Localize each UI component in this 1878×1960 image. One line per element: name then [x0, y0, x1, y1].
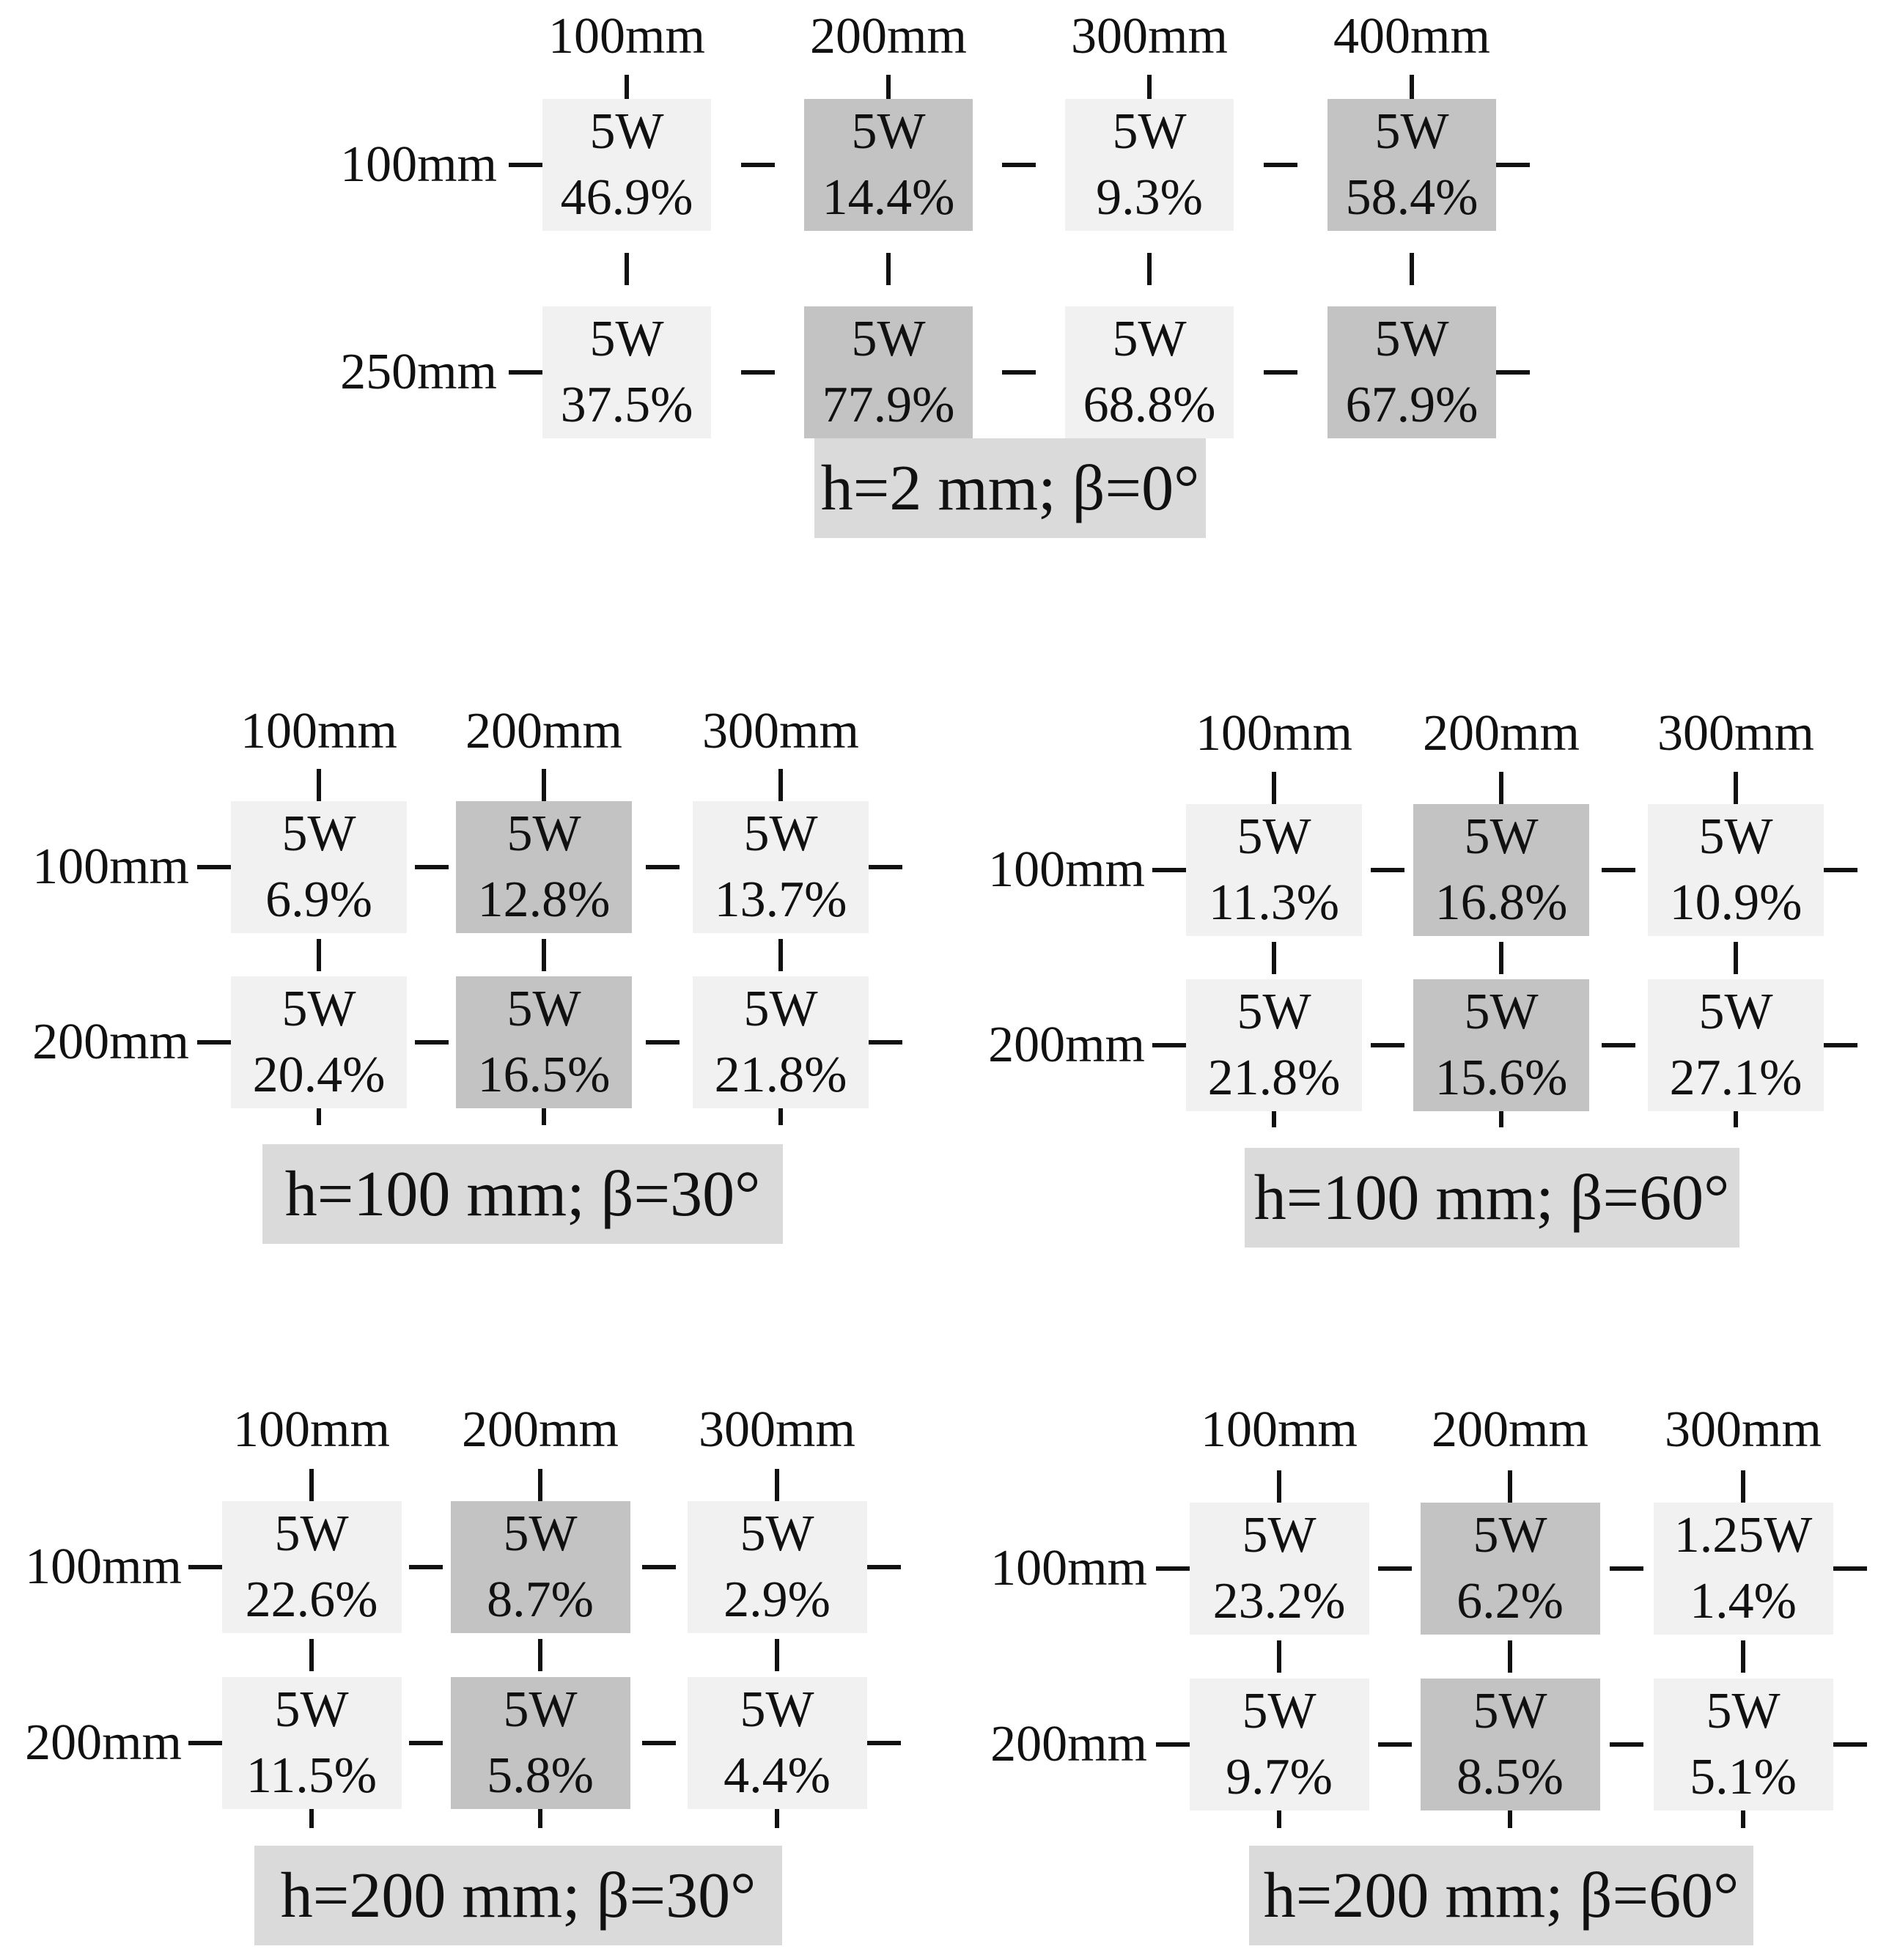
- grid-tick: [415, 1040, 449, 1045]
- grid-tick: [778, 769, 783, 801]
- grid-tick: [197, 865, 231, 869]
- row-label: 100mm: [25, 1539, 182, 1595]
- heater-cell: [804, 99, 973, 231]
- cell-power: 5W: [1112, 103, 1187, 160]
- grid-tick: [1741, 1810, 1745, 1828]
- heater-cell: [1328, 99, 1496, 231]
- grid-tick: [317, 769, 321, 801]
- panel-caption: h=200 mm; β=60°: [1249, 1846, 1753, 1945]
- grid-tick: [1508, 1810, 1512, 1828]
- grid-tick: [1277, 1470, 1281, 1503]
- panel-caption: h=100 mm; β=30°: [262, 1144, 783, 1244]
- grid-tick: [1602, 1043, 1635, 1047]
- cell-power: 5W: [281, 981, 356, 1037]
- cell-power: 5W: [1242, 1683, 1317, 1739]
- cell-value: 15.6%: [1435, 1050, 1568, 1106]
- grid-tick: [1508, 1470, 1512, 1503]
- row-label: 100mm: [340, 136, 497, 193]
- grid-tick: [1272, 1111, 1276, 1127]
- cell-power: 5W: [1374, 311, 1449, 367]
- cell-power: 5W: [1237, 808, 1311, 865]
- column-label: 200mm: [462, 1401, 619, 1458]
- grid-tick: [309, 1809, 314, 1828]
- heater-cell: [693, 801, 869, 933]
- cell-value: 21.8%: [1207, 1050, 1341, 1106]
- cell-value: 8.5%: [1457, 1749, 1564, 1805]
- grid-tick: [538, 1469, 542, 1501]
- heater-cell: [1328, 306, 1496, 438]
- grid-tick: [1002, 163, 1036, 167]
- heater-cell: [1065, 306, 1234, 438]
- cell-value: 20.4%: [252, 1047, 386, 1103]
- grid-tick: [1277, 1640, 1281, 1673]
- grid-tick: [1741, 1470, 1745, 1503]
- grid-tick: [1147, 75, 1152, 99]
- grid-tick: [1734, 772, 1738, 804]
- grid-tick: [1833, 1742, 1867, 1747]
- heater-cell: [1413, 979, 1589, 1111]
- column-label: 400mm: [1333, 8, 1490, 65]
- cell-power: 5W: [507, 806, 581, 862]
- cell-value: 14.4%: [822, 169, 955, 226]
- grid-tick: [309, 1639, 314, 1671]
- grid-tick: [886, 253, 891, 285]
- row-label: 200mm: [32, 1014, 189, 1070]
- grid-tick: [642, 1565, 676, 1569]
- cell-value: 13.7%: [714, 872, 847, 928]
- cell-value: 23.2%: [1212, 1573, 1346, 1629]
- heater-cell: [1190, 1503, 1369, 1635]
- cell-value: 10.9%: [1669, 874, 1802, 931]
- grid-tick: [309, 1469, 314, 1501]
- grid-tick: [542, 769, 546, 801]
- heater-cell: [231, 976, 407, 1108]
- heater-cell: [542, 99, 711, 231]
- grid-tick: [778, 1108, 783, 1125]
- row-label: 100mm: [988, 841, 1145, 898]
- column-label: 100mm: [1196, 705, 1352, 762]
- cell-value: 5.8%: [487, 1747, 594, 1804]
- heater-cell: [1648, 979, 1824, 1111]
- grid-tick: [1610, 1566, 1643, 1571]
- cell-value: 9.3%: [1096, 169, 1203, 226]
- cell-value: 21.8%: [714, 1047, 847, 1103]
- cell-value: 9.7%: [1226, 1749, 1333, 1805]
- grid-tick: [509, 370, 542, 375]
- cell-value: 68.8%: [1083, 377, 1216, 433]
- cell-value: 77.9%: [822, 377, 955, 433]
- grid-tick: [1499, 772, 1503, 804]
- cell-power: 5W: [1706, 1683, 1781, 1739]
- grid-tick: [1410, 253, 1414, 285]
- heater-cell: [456, 976, 632, 1108]
- grid-tick: [1378, 1742, 1412, 1747]
- grid-tick: [409, 1741, 443, 1745]
- row-label: 250mm: [340, 344, 497, 400]
- cell-value: 22.6%: [245, 1572, 378, 1628]
- heater-cell: [688, 1677, 867, 1809]
- cell-value: 67.9%: [1345, 377, 1479, 433]
- grid-tick: [1002, 370, 1036, 375]
- grid-tick: [1508, 1640, 1512, 1673]
- row-label: 100mm: [990, 1540, 1147, 1596]
- row-label: 200mm: [990, 1716, 1147, 1772]
- cell-power: 5W: [1464, 808, 1539, 865]
- column-label: 300mm: [702, 703, 859, 759]
- heater-cell: [1190, 1679, 1369, 1810]
- cell-power: 5W: [740, 1506, 814, 1562]
- cell-value: 58.4%: [1345, 169, 1479, 226]
- heater-cell: [1421, 1679, 1600, 1810]
- grid-tick: [1734, 1111, 1738, 1127]
- heater-cell: [231, 801, 407, 933]
- cell-power: 5W: [1464, 984, 1539, 1040]
- cell-power: 5W: [589, 311, 664, 367]
- grid-tick: [1371, 868, 1404, 872]
- heater-cell: [804, 306, 973, 438]
- grid-tick: [1371, 1043, 1404, 1047]
- grid-tick: [1264, 370, 1297, 375]
- column-label: 300mm: [699, 1401, 855, 1458]
- column-label: 100mm: [548, 8, 705, 65]
- grid-tick: [409, 1565, 443, 1569]
- grid-tick: [538, 1809, 542, 1828]
- cell-value: 46.9%: [560, 169, 693, 226]
- row-label: 200mm: [988, 1017, 1145, 1073]
- cell-power: 5W: [1473, 1683, 1547, 1739]
- grid-tick: [1152, 868, 1186, 872]
- column-label: 300mm: [1665, 1401, 1822, 1458]
- cell-power: 5W: [1473, 1507, 1547, 1563]
- grid-tick: [869, 865, 902, 869]
- cell-power: 5W: [503, 1506, 578, 1562]
- column-label: 200mm: [465, 703, 622, 759]
- grid-tick: [1272, 772, 1276, 804]
- grid-tick: [317, 1108, 321, 1125]
- heater-cell: [1648, 804, 1824, 936]
- cell-value: 16.5%: [477, 1047, 611, 1103]
- cell-value: 6.9%: [265, 872, 372, 928]
- grid-tick: [1741, 1640, 1745, 1673]
- grid-tick: [1499, 1111, 1503, 1127]
- heater-cell: [693, 976, 869, 1108]
- column-label: 300mm: [1657, 705, 1814, 762]
- grid-tick: [1496, 163, 1530, 167]
- heater-cell: [1413, 804, 1589, 936]
- heater-cell: [1065, 99, 1234, 231]
- column-label: 200mm: [1432, 1401, 1588, 1458]
- grid-tick: [625, 253, 629, 285]
- heater-cell: [451, 1677, 630, 1809]
- heater-cell: [1421, 1503, 1600, 1635]
- grid-tick: [869, 1040, 902, 1045]
- grid-tick: [1496, 370, 1530, 375]
- panel-caption: h=200 mm; β=30°: [254, 1846, 782, 1945]
- grid-tick: [1824, 1043, 1857, 1047]
- grid-tick: [1147, 253, 1152, 285]
- grid-tick: [886, 75, 891, 99]
- cell-value: 11.5%: [246, 1747, 378, 1804]
- grid-tick: [741, 370, 775, 375]
- cell-value: 16.8%: [1435, 874, 1568, 931]
- cell-power: 5W: [507, 981, 581, 1037]
- cell-value: 1.4%: [1690, 1573, 1797, 1629]
- cell-value: 37.5%: [560, 377, 693, 433]
- row-label: 200mm: [25, 1714, 182, 1771]
- row-label: 100mm: [32, 839, 189, 895]
- column-label: 300mm: [1071, 8, 1228, 65]
- grid-tick: [775, 1639, 779, 1671]
- cell-power: 5W: [743, 981, 818, 1037]
- heater-cell: [451, 1501, 630, 1633]
- grid-tick: [1602, 868, 1635, 872]
- cell-power: 5W: [1698, 984, 1773, 1040]
- cell-value: 27.1%: [1669, 1050, 1802, 1106]
- column-label: 200mm: [810, 8, 967, 65]
- grid-tick: [642, 1741, 676, 1745]
- grid-tick: [188, 1741, 222, 1745]
- cell-power: 5W: [274, 1506, 349, 1562]
- cell-value: 2.9%: [723, 1572, 831, 1628]
- grid-tick: [646, 865, 680, 869]
- cell-value: 6.2%: [1457, 1573, 1564, 1629]
- column-label: 100mm: [1201, 1401, 1358, 1458]
- cell-power: 5W: [1242, 1507, 1317, 1563]
- cell-power: 5W: [851, 103, 926, 160]
- cell-power: 5W: [589, 103, 664, 160]
- cell-value: 11.3%: [1208, 874, 1340, 931]
- cell-power: 1.25W: [1673, 1507, 1813, 1563]
- column-label: 100mm: [233, 1401, 390, 1458]
- cell-power: 5W: [1112, 311, 1187, 367]
- grid-tick: [542, 939, 546, 971]
- grid-tick: [1152, 1043, 1186, 1047]
- cell-value: 8.7%: [487, 1572, 594, 1628]
- grid-tick: [1610, 1742, 1643, 1747]
- cell-value: 5.1%: [1690, 1749, 1797, 1805]
- heater-cell: [1654, 1503, 1833, 1635]
- cell-power: 5W: [740, 1681, 814, 1738]
- heater-cell: [1186, 979, 1362, 1111]
- grid-tick: [867, 1565, 901, 1569]
- grid-tick: [188, 1565, 222, 1569]
- grid-tick: [1264, 163, 1297, 167]
- grid-tick: [415, 865, 449, 869]
- grid-tick: [317, 939, 321, 971]
- grid-tick: [509, 163, 542, 167]
- heater-cell: [222, 1501, 402, 1633]
- grid-tick: [625, 75, 629, 99]
- grid-tick: [197, 1040, 231, 1045]
- column-label: 200mm: [1423, 705, 1580, 762]
- grid-tick: [646, 1040, 680, 1045]
- cell-power: 5W: [1698, 808, 1773, 865]
- cell-power: 5W: [1237, 984, 1311, 1040]
- cell-value: 12.8%: [477, 872, 611, 928]
- panel-caption: h=2 mm; β=0°: [814, 438, 1206, 538]
- grid-tick: [1272, 942, 1276, 974]
- cell-power: 5W: [503, 1681, 578, 1738]
- grid-tick: [1410, 75, 1414, 99]
- grid-tick: [741, 163, 775, 167]
- heater-cell: [542, 306, 711, 438]
- grid-tick: [867, 1741, 901, 1745]
- heater-cell: [222, 1677, 402, 1809]
- cell-value: 4.4%: [723, 1747, 831, 1804]
- grid-tick: [542, 1108, 546, 1125]
- grid-tick: [1734, 942, 1738, 974]
- grid-tick: [1277, 1810, 1281, 1828]
- grid-tick: [1824, 868, 1857, 872]
- column-label: 100mm: [240, 703, 397, 759]
- heater-cell: [688, 1501, 867, 1633]
- grid-tick: [1833, 1566, 1867, 1571]
- grid-tick: [1156, 1742, 1190, 1747]
- grid-tick: [1499, 942, 1503, 974]
- panel-caption: h=100 mm; β=60°: [1245, 1148, 1739, 1248]
- grid-tick: [775, 1469, 779, 1501]
- grid-tick: [778, 939, 783, 971]
- heater-cell: [1186, 804, 1362, 936]
- grid-tick: [538, 1639, 542, 1671]
- heater-cell: [1654, 1679, 1833, 1810]
- grid-tick: [1378, 1566, 1412, 1571]
- cell-power: 5W: [281, 806, 356, 862]
- cell-power: 5W: [851, 311, 926, 367]
- cell-power: 5W: [274, 1681, 349, 1738]
- cell-power: 5W: [1374, 103, 1449, 160]
- cell-power: 5W: [743, 806, 818, 862]
- grid-tick: [1156, 1566, 1190, 1571]
- heater-cell: [456, 801, 632, 933]
- grid-tick: [775, 1809, 779, 1828]
